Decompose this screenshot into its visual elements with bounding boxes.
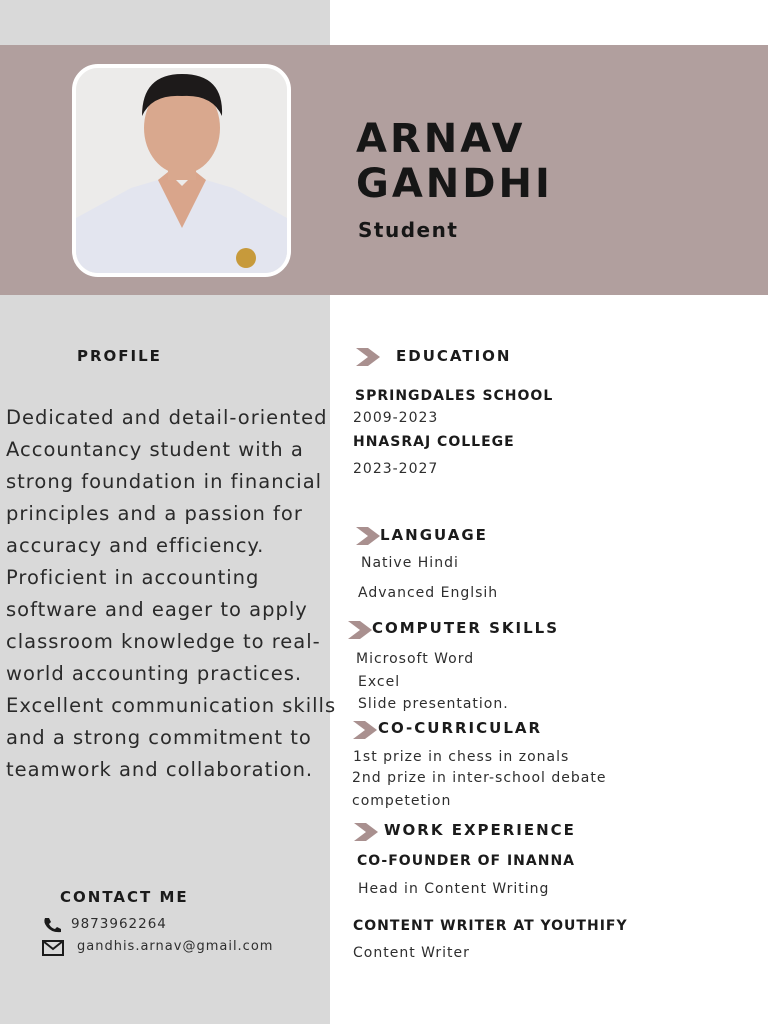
computer-skills-heading: COMPUTER SKILLS (372, 619, 560, 637)
computer-skill-1: Microsoft Word (356, 651, 475, 667)
work-title-2: CONTENT WRITER AT YOUTHIFY (353, 918, 628, 934)
work-title-1: CO-FOUNDER OF INANNA (357, 853, 576, 869)
email-address[interactable]: gandhis.arnav@gmail.com (77, 939, 274, 954)
computer-skills-arrow-icon (348, 621, 372, 639)
work-experience-arrow-icon (354, 823, 378, 841)
co-curricular-item-2: 2nd prize in inter-school debate (352, 770, 607, 786)
co-curricular-item-1: 1st prize in chess in zonals (353, 749, 570, 765)
language-heading: LANGUAGE (380, 526, 488, 544)
co-curricular-item-3: competetion (352, 793, 452, 809)
education-heading: EDUCATION (396, 347, 512, 365)
email-icon (42, 940, 64, 956)
education-years-2: 2023-2027 (353, 461, 439, 477)
work-detail-2: Content Writer (353, 945, 470, 961)
phone-icon (42, 917, 64, 933)
profile-photo (72, 64, 291, 277)
phone-number[interactable]: 9873962264 (71, 916, 167, 932)
first-name: ARNAV (356, 116, 526, 162)
candidate-name (356, 117, 553, 207)
job-title: Student (358, 218, 459, 242)
language-arrow-icon (356, 527, 380, 545)
last-name: GANDHI (356, 161, 553, 207)
work-experience-heading: WORK EXPERIENCE (384, 821, 576, 839)
language-item-2: Advanced Englsih (358, 585, 499, 601)
co-curricular-heading: CO-CURRICULAR (378, 719, 543, 737)
co-curricular-arrow-icon (353, 721, 377, 739)
work-detail-1: Head in Content Writing (358, 881, 550, 897)
computer-skill-3: Slide presentation. (358, 696, 509, 712)
profile-heading: PROFILE (77, 347, 162, 365)
education-years-1: 2009-2023 (353, 410, 439, 426)
computer-skill-2: Excel (358, 674, 401, 690)
education-school-2: HNASRAJ COLLEGE (353, 434, 515, 450)
contact-heading: CONTACT ME (60, 888, 189, 906)
language-item-1: Native Hindi (361, 555, 459, 571)
education-arrow-icon (356, 348, 380, 366)
education-school-1: SPRINGDALES SCHOOL (355, 388, 554, 404)
profile-summary: Dedicated and detail-oriented Accountancy student with a strong foundation in financial principles and a passion for accuracy and efficiency. Proficient in accounting software and eager to apply classroom knowledge to real-world accounting practices. Excellent communication skills and a strong commitment to teamwork and collaboration. (6, 406, 337, 781)
